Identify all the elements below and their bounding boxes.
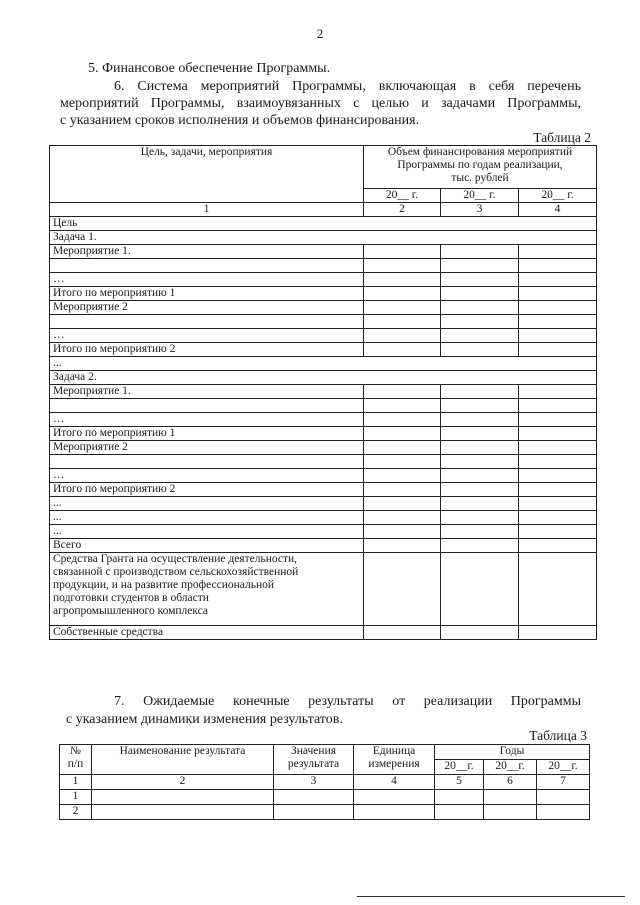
year-cell: 20__г. xyxy=(537,760,590,775)
section-7-line-1: 7. Ожидаемые конечные результаты от реализации Программы xyxy=(114,694,581,709)
table-row: … xyxy=(50,469,597,483)
table-row: Итого по мероприятию 2 xyxy=(50,483,597,497)
col-number: 6 xyxy=(484,775,537,790)
col-number: 2 xyxy=(364,203,441,217)
grant-row: Средства Гранта на осуществление деятельности, связанной с производством сельскохозяйственной продукции, и на развитие профессиональной подготовки студентов в области агропромышленного комплекса xyxy=(50,553,597,626)
col-number: 2 xyxy=(92,775,274,790)
section-7-line-2: с указанием динамики изменения результатов. xyxy=(66,712,343,727)
table-row: ... xyxy=(50,525,597,539)
year-cell: 20__г. xyxy=(484,760,537,775)
table-row: ... xyxy=(50,511,597,525)
footer-rule xyxy=(357,896,625,897)
table-row: Задача 2. xyxy=(50,371,597,385)
header-num-cell: № п/п xyxy=(60,745,92,775)
table-row: 1 xyxy=(60,790,590,805)
table-3 xyxy=(59,744,590,820)
col-number: 1 xyxy=(60,775,92,790)
table-row: Итого по мероприятию 2 xyxy=(50,343,597,357)
col-number: 3 xyxy=(441,203,519,217)
table-row: ... xyxy=(50,497,597,511)
table-row: ... xyxy=(50,357,597,371)
table-2-caption: Таблица 2 xyxy=(533,130,591,145)
col-number: 4 xyxy=(519,203,597,217)
table-row: Мероприятие 1. xyxy=(50,245,597,259)
table-row: Мероприятие 1. xyxy=(50,385,597,399)
col-number: 7 xyxy=(537,775,590,790)
table-row: Всего xyxy=(50,539,597,553)
table-row: Итого по мероприятию 1 xyxy=(50,287,597,301)
table-row: Цель xyxy=(50,217,597,231)
col-number: 4 xyxy=(354,775,435,790)
table-row: Собственные средства xyxy=(50,626,597,640)
table-row: Итого по мероприятию 1 xyxy=(50,427,597,441)
table-3-caption: Таблица 3 xyxy=(529,728,587,743)
header-name-cell: Наименование результата xyxy=(92,745,274,775)
header-value-cell: Значения результата xyxy=(274,745,354,775)
table-row xyxy=(50,399,597,413)
year-cell: 20__ г. xyxy=(364,189,441,203)
table-row xyxy=(50,259,597,273)
header-years-cell: Годы xyxy=(435,745,590,760)
section-6-line-2: мероприятий Программы, взаимоувязанных с целью и задачами Программы, xyxy=(60,96,581,111)
table-row: … xyxy=(50,413,597,427)
page-number: 2 xyxy=(316,26,324,41)
table-row xyxy=(50,455,597,469)
year-cell: 20__ г. xyxy=(441,189,519,203)
section-5-heading: 5. Финансовое обеспечение Программы. xyxy=(88,61,331,76)
table-row: Мероприятие 2 xyxy=(50,301,597,315)
table-row: Задача 1. xyxy=(50,231,597,245)
col-number: 3 xyxy=(274,775,354,790)
col-number: 5 xyxy=(435,775,484,790)
table-row: … xyxy=(50,329,597,343)
header-goal-cell: Цель, задачи, мероприятия xyxy=(50,146,364,203)
year-cell: 20__ г. xyxy=(519,189,597,203)
header-unit-cell: Единица измерения xyxy=(354,745,435,775)
section-6-line-1: 6. Система мероприятий Программы, включающая в себя перечень xyxy=(114,79,581,94)
section-6-line-3: с указанием сроков исполнения и объемов финансирования. xyxy=(60,113,420,128)
table-2 xyxy=(49,145,597,640)
year-cell: 20__г. xyxy=(435,760,484,775)
header-finance-cell: Объем финансирования мероприятий Программы по годам реализации, тыс. рублей xyxy=(364,146,597,189)
col-number: 1 xyxy=(50,203,364,217)
table-row: Мероприятие 2 xyxy=(50,441,597,455)
table-row: … xyxy=(50,273,597,287)
table-row xyxy=(50,315,597,329)
table-row: 2 xyxy=(60,805,590,820)
